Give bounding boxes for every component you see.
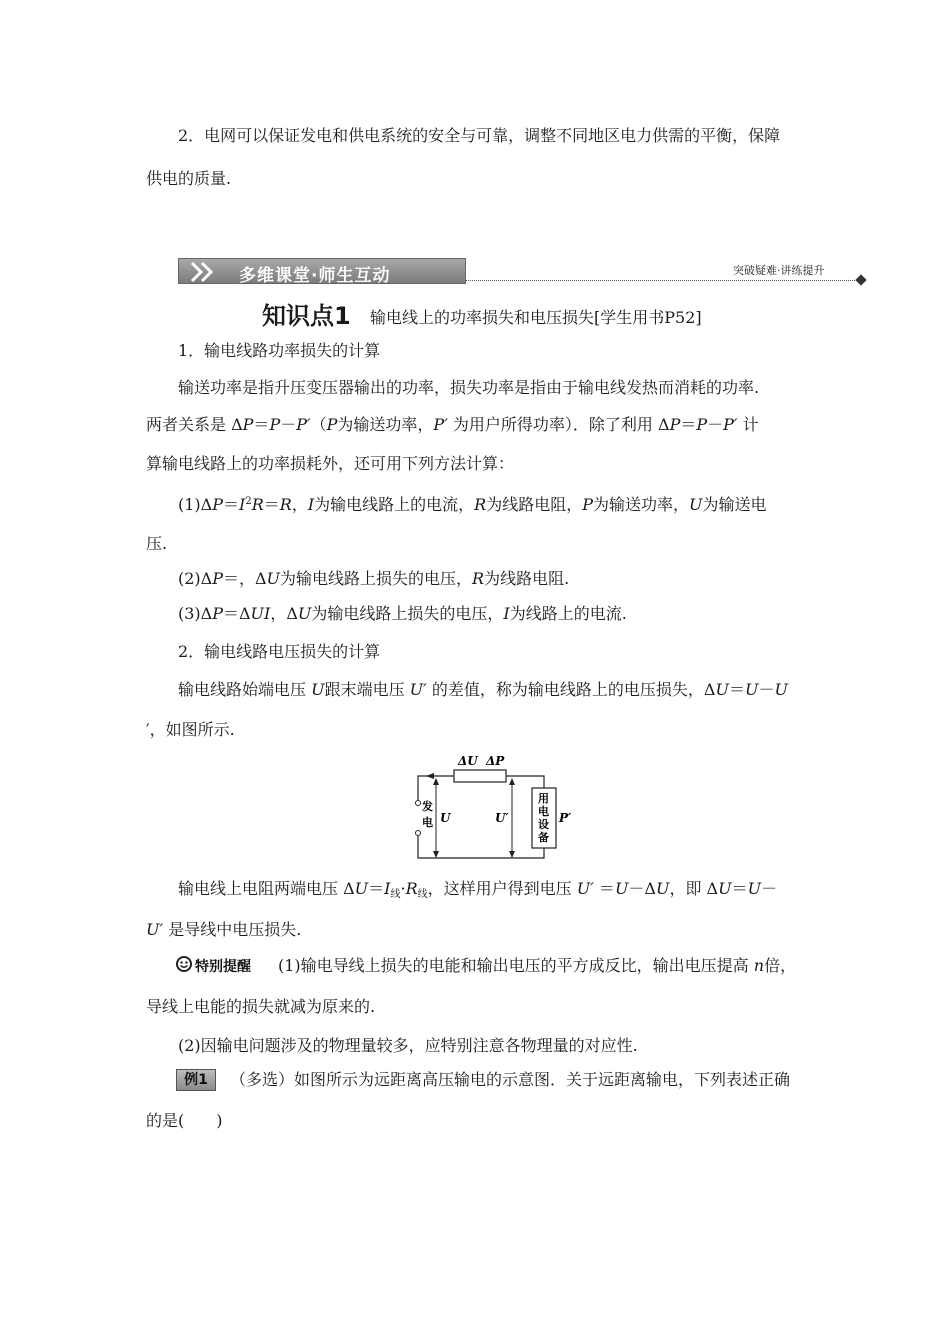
arrow-icon <box>433 778 439 785</box>
u-prime-label: U′ <box>495 811 509 825</box>
u-label: U <box>440 811 451 825</box>
banner-subtitle: 突破疑难·讲练提升 <box>733 264 825 277</box>
paragraph-line: 的是( ) <box>146 1111 223 1130</box>
diamond-icon <box>855 274 866 285</box>
paragraph-line: 压. <box>146 534 168 553</box>
generator-label: 发 <box>422 800 433 813</box>
resistor <box>454 770 506 782</box>
paragraph-line: 输送功率是指升压变压器输出的功率，损失功率是指由于输电线发热而消耗的功率. <box>178 378 760 397</box>
method-1: $(1)\Delta P=I^2R=R$，I为输电线路上的电流，R为线路电阻，P为输送功率，U为输送电 <box>178 495 767 514</box>
banner-bar <box>178 258 466 284</box>
smiley-icon <box>176 956 192 972</box>
p-prime-label: P′ <box>559 811 572 825</box>
paragraph-line: （多选）如图所示为远距离高压输电的示意图．关于远距离输电，下列表述正确 <box>230 1070 791 1089</box>
device-label: 用 <box>538 792 549 805</box>
paragraph-line: 输电线上电阻两端电压 $\Delta U=I_线\cdot R_线$，这样用户得到电压 U′ ＝U－ΔU，即 ΔU＝U－ <box>178 879 778 900</box>
section-heading: 1．输电线路功率损失的计算 <box>178 341 381 360</box>
paragraph-line: 供电的质量. <box>146 169 232 188</box>
double-chevron-icon <box>189 261 219 283</box>
delta-u-label: ΔU <box>458 754 478 768</box>
example-label: 例1 <box>176 1069 216 1091</box>
generator-label: 电 <box>422 816 433 829</box>
paragraph-line: 导线上电能的损失就减为原来的. <box>146 997 376 1016</box>
section-heading: 2．输电线路电压损失的计算 <box>178 642 381 661</box>
arrow-icon <box>509 851 515 858</box>
paragraph-line: 算输电线路上的功率损耗外，还可用下列方法计算： <box>146 454 515 473</box>
knowledge-point-title: 知识点1 <box>262 302 351 330</box>
device-label: 设 <box>538 818 549 831</box>
method-3: (3)ΔP＝ΔUI，ΔU为输电线路上损失的电压，I为线路上的电流. <box>178 604 627 623</box>
arrow-icon <box>509 778 515 785</box>
reminder-tag: 特别提醒 <box>195 959 251 975</box>
arrow-icon <box>426 773 434 779</box>
paragraph-line: 两者关系是 ΔP＝P－P′（P为输送功率，P′ 为用户所得功率）．除了利用 ΔP＝P－P′ 计 <box>146 415 759 434</box>
paragraph-line: 输电线路始端电压 U跟末端电压 U′ 的差值，称为输电线路上的电压损失，ΔU＝U－U <box>178 680 788 699</box>
paragraph-line: ′，如图所示. <box>146 720 235 739</box>
section-banner <box>178 256 866 286</box>
terminal-icon <box>416 831 421 836</box>
banner-title: 多维课堂·师生互动 <box>239 266 391 286</box>
arrow-icon <box>433 851 439 858</box>
knowledge-point-subtitle: 输电线上的功率损失和电压损失[学生用书P52] <box>370 308 702 327</box>
banner-rule <box>465 280 861 281</box>
paragraph-line: (1)输电导线上损失的电能和输出电压的平方成反比，输出电压提高 n倍， <box>278 956 797 975</box>
method-2: (2)ΔP＝，ΔU为输电线路上损失的电压，R为线路电阻. <box>178 569 570 588</box>
paragraph-line: 2．电网可以保证发电和供电系统的安全与可靠，调整不同地区电力供需的平衡，保障 <box>178 126 781 145</box>
device-label: 备 <box>538 831 549 844</box>
paragraph-line: (2)因输电问题涉及的物理量较多，应特别注意各物理量的对应性. <box>178 1036 638 1055</box>
terminal-icon <box>416 801 421 806</box>
delta-p-label: ΔP <box>486 754 505 768</box>
device-label: 电 <box>538 805 549 818</box>
circuit-diagram <box>408 752 578 864</box>
paragraph-line: U′ 是导线中电压损失. <box>146 920 302 939</box>
